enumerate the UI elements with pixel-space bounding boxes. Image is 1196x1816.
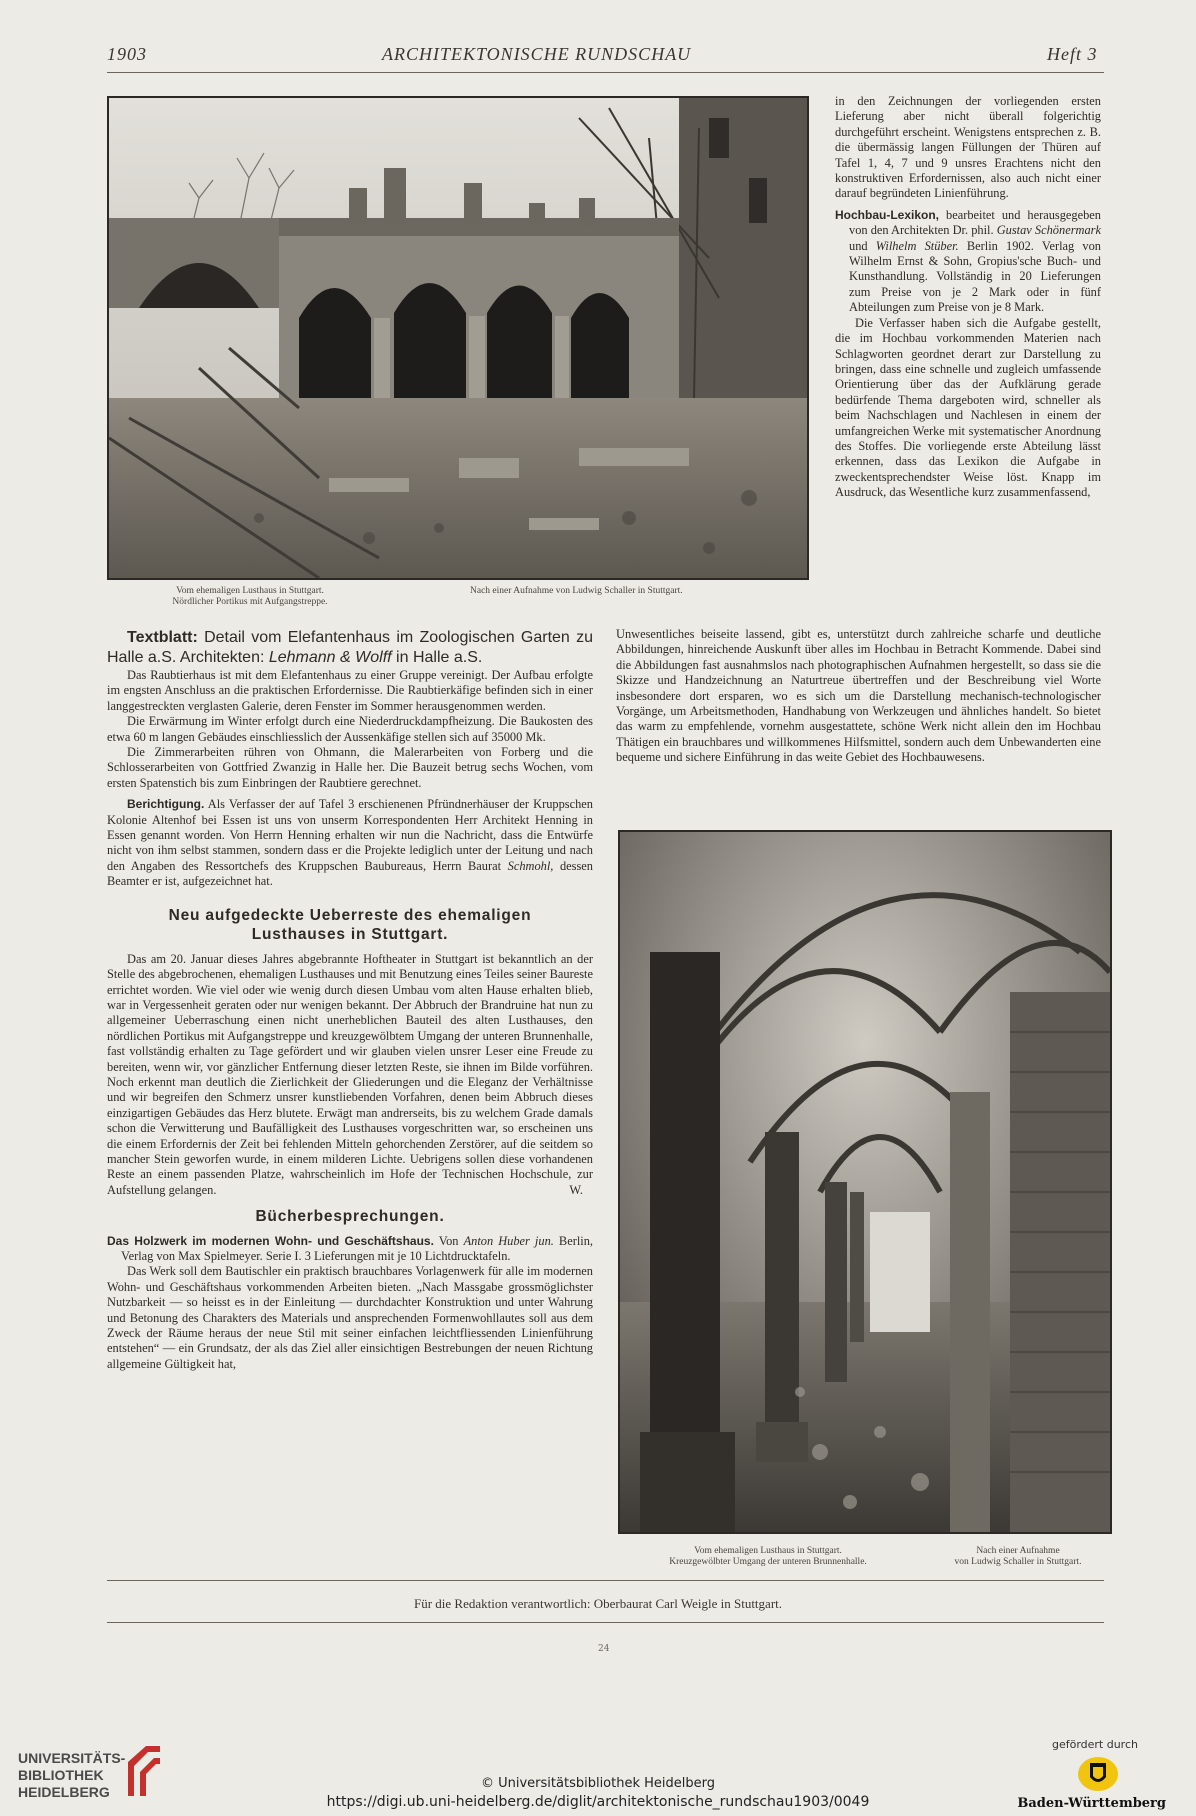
photo2-caption-line1: Vom ehemaligen Lusthaus in Stuttgart. — [694, 1546, 842, 1556]
library-logo-icon[interactable] — [124, 1742, 164, 1800]
lexikon-text-a: bearbeitet und herausgegeben von den Architekten Dr. phil. — [849, 207, 1101, 238]
photo-portikus-image — [109, 98, 807, 578]
signature: W. — [569, 1183, 583, 1198]
heading-buecher: Bücherbesprechungen. — [255, 1207, 445, 1225]
right-wide-paragraph — [616, 627, 1101, 766]
photo-umgang-image — [620, 832, 1110, 1532]
photo1-caption-line2: Nördlicher Portikus mit Aufgangstreppe. — [172, 597, 328, 607]
right-p1: in den Zeichnungen der vorliegenden ersten Lieferung aber nicht überall folgerichtig durchgeführt erscheint. Wenigstens entsprechen z. B. die übermässig langen Füllungen der Thüren auf Tafel 1, 4, 7 und 9 unsres Erachtens nicht den konstruktiven Erfordernissen, also auch nicht einer darauf begründeten Linienführung. — [835, 94, 1101, 201]
right-top-column — [835, 94, 1101, 501]
textblatt-text-a: Detail vom Elefantenhaus im Zoologischen Garten zu Halle a.S. Architekten: — [107, 629, 593, 666]
lexikon-und: und — [849, 238, 876, 253]
photo-umgang — [618, 830, 1112, 1534]
holzwerk-author: Anton Huber jun. — [463, 1233, 554, 1248]
left-p2: Die Erwärmung im Winter erfolgt durch eine Niederdruckdampfheizung. Die Baukosten des etwa 60 m langen Gebäudes einschliesslich der Aussenkäfige stellen sich auf 35000 Mk. — [107, 714, 593, 744]
photo2-caption-right-line2: von Ludwig Schaller in Stuttgart. — [954, 1557, 1082, 1567]
photo1-caption-line1: Vom ehemaligen Lusthaus in Stuttgart. — [176, 586, 324, 596]
textblatt-label: Textblatt: — [127, 629, 198, 646]
photo1-caption-left — [115, 586, 385, 608]
permalink-url[interactable]: https://digi.ub.uni-heidelberg.de/diglit/architektonische_rundschau1903/0049 — [326, 1794, 870, 1810]
holzwerk-entry — [107, 1234, 593, 1265]
heading-lusthaus: Neu aufgedeckte Ueberreste des ehemaligen Lusthauses in Stuttgart. — [168, 906, 532, 943]
lexikon-text-b: Berlin 1902. Verlag von Wilhelm Ernst & Sohn, Gropius'sche Buch- und Kunsthandlung. Vollständig in 20 Lieferungen zum Preise von je 2 Mark oder in fünf Abteilungen zum Preise von je 8 Mark. — [849, 238, 1101, 315]
berichtigung — [107, 797, 593, 889]
left-p5: Das Werk soll dem Bautischler ein praktisch brauchbares Vorlagenwerk für alle im modernen Wohn- und Geschäftshaus vorkommenden Arbeiten bieten. „Nach Massgabe grossmöglichster Nutzbarkeit — so heisst es in der Einleitung — durchdachter Konstruktion und unter Wahrung und Betonung des Charakters des Materials und ansprechenden Formenwohllautes soll aus dem Zweck der Räume heraus der neue Stil mit seiner einfachen leichtfliessenden Linienführung entstehen“ — ein Grundsatz, der als das Ziel aller einsichtigen Bestrebungen der neuen Richtung allgemeine Gültigkeit hat, — [107, 1264, 593, 1371]
library-name-line3: HEIDELBERG — [18, 1784, 110, 1800]
funded-by-label: gefördert durch — [1051, 1738, 1138, 1751]
lexikon-title: Hochbau-Lexikon, — [835, 207, 940, 222]
footer-rule-bottom — [107, 1622, 1104, 1623]
photo2-caption-right — [928, 1546, 1108, 1568]
library-name-line1: UNIVERSITÄTS- — [18, 1750, 126, 1766]
state-name[interactable]: Baden-Württemberg — [1017, 1796, 1166, 1811]
right-p2: Die Verfasser haben sich die Aufgabe gestellt, die im Hochbau vorkommenden Materien nach Schlagworten geordnet derart zur Darstellung zu bringen, dass eine schnelle und zugleich umfassende Orientierung über das der Aufklärung gerade bedürfende Thema dargeboten wird, schneller als beim Nachschlagen und Nachlesen in einem der umfangreichen Werke mit systematischer Anordnung des Stoffes. Die vorliegende erste Abteilung lässt erkennen, dass das Lexikon die Aufgabe in zweckentsprechendster Weise löst. Knapp im Ausdruck, das Wesentliche kurz zusammenfassend, — [835, 315, 1101, 500]
left-p3: Die Zimmerarbeiten rühren von Ohmann, die Malerarbeiten von Forberg und die Schlosserarbeiten von Gottfried Zwanzig in Halle her. Die Bauzeit betrug sechs Wochen, vom ersten Spatenstich bis zum Einbringen der Raubtiere gerechnet. — [107, 745, 593, 790]
holzwerk-title: Das Holzwerk im modernen Wohn- und Geschäftshaus. — [107, 1233, 434, 1248]
header-year: 1903 — [107, 44, 147, 64]
lexikon-author1: Gustav Schönermark — [996, 223, 1101, 238]
footer-rule-top — [107, 1580, 1104, 1581]
library-name-line2: BIBLIOTHEK — [18, 1767, 104, 1783]
photo-portikus — [107, 96, 809, 580]
lexikon-author2: Wilhelm Stüber. — [875, 238, 959, 253]
textblatt-text-b: in Halle a.S. — [391, 649, 483, 666]
berichtigung-text-a: Als Verfasser der auf Tafel 3 erschienenen Pfründnerhäuser der Kruppschen Kolonie Altenhof bei Essen ist uns von unserm Korrespondenten Herr Architekt Henning in Essen genannt worden. Von Herrn Henning erhalten wir nun die Nachricht, dass die Entwürfe nicht von ihm selbst stammen, sondern dass er die Projekte lediglich unter der Leitung und nach den Angaben des Ressortchefs des Kruppschen Baubureaus, Herrn Baurat — [107, 797, 593, 873]
holzwerk-text: Berlin, Verlag von Max Spielmeyer. Serie I. 3 Lieferungen mit je 10 Lichtdrucktafeln. — [121, 1233, 593, 1263]
left-p4: Das am 20. Januar dieses Jahres abgebrannte Hoftheater in Stuttgart ist bekanntlich an der Stelle des abgebrochenen, ehemaligen Lusthauses und mit Benutzung eines Teiles seiner Baureste errichtet worden. Wie viel oder wie wenig durch diesen Umbau vom alten Hause erhalten blieb, war in Vergessenheit geraten oder nur wenigen bekannt. Der Abbruch der Brandruine hat nun zu allgemeiner Ueberraschung einen nicht unerheblichen Bauteil des alten Lusthauses, den nördlichen Portikus mit Aufgangstreppe und kreuzgewölbtem Umgang der unteren Brunnenhalle, fast vollständig erhalten zu Tage gefördert und wir glauben vielen unsrer Leser eine Freude zu bereiten, wenn wir, vor gänzlicher Entfernung dieser letzten Reste, sie ihnen im Bilde vorführen. Noch erkennt man deutlich die Zierlichkeit der Gliederungen und die Eleganz der Verhältnisse und wir begreifen den Schmerz unsrer kunstliebenden Vorfahren, denen beim Abbruch dieses einzigartigen Gebäudes das Herz blutete. Erwägt man andrerseits, bis zu welchem Grade damals schon die Verwitterung und Baufälligkeit des Lusthauses vorgeschritten war, so erscheinen uns die einem Erfordernis der Zeit bei fehlenden Mitteln gehorchenden Zerstörer, auf die seitdem so mancher Stein geworfen wurde, in einem milderen Lichte. Uebrigens sollen diese vorhandenen Reste an einem passenden Platze, wahrscheinlich im Hofe der Technischen Hochschule, zur Aufstellung gelangen. — [107, 951, 593, 1197]
left-column — [107, 628, 593, 1372]
textblatt-architects: Lehmann & Wolff — [268, 649, 392, 666]
left-p1: Das Raubtierhaus ist mit dem Elefantenhaus zu einer Gruppe vereinigt. Der Aufbau erfolgte im engsten Anschluss an die praktischen Erfordernisse. Die Raubtierkäfige befinden sich in einer langgestreckten verglasten Galerie, deren Fenster im Sommer herausgenommen werden. — [107, 668, 593, 713]
berichtigung-text-b: dessen Beamter er ist, aufgezeichnet hat. — [107, 858, 593, 889]
header-issue: Heft 3 — [1047, 44, 1098, 64]
berichtigung-label: Berichtigung. — [127, 797, 205, 812]
right-wide-text: Unwesentliches beiseite lassend, gibt es, unterstützt durch zahlreiche scharfe und deutliche Abbildungen, hinreichende Auskunft über alles im Hochbau in Betracht Kommende. Dabei sind die Abbildungen fast ausnahmslos nach photographischen Aufnahmen hergestellt, so dass sie die Skizze und Handzeichnung an Naturtreue übertreffen und der Beschreibung viel Worte insbesondere dort ersparen, wo es sich um die Darstellung mechanisch-technologischer Vorgänge, um Arbeitsmethoden, Handhabung von Werkzeugen und ähnliches handelt. So bietet das warm zu empfehlende, vornehm ausgestattete, schöne Werk nicht allein den im Hochbau Thätigen ein brauchbares und willkommenes Hilfsmittel, sondern auch dem Unbewanderten eine bequeme und sichere Einführung in das weite Gebiet des Hochbauwesens. — [616, 627, 1101, 765]
photo2-caption-left — [628, 1546, 908, 1568]
copyright-text: © Universitätsbibliothek Heidelberg — [480, 1776, 715, 1791]
lexikon-entry — [835, 208, 1101, 316]
editor-note: Für die Redaktion verantwortlich: Oberbaurat Carl Weigle in Stuttgart. — [413, 1596, 783, 1611]
photo2-caption-right-line1: Nach einer Aufnahme — [976, 1546, 1060, 1556]
header-rule — [107, 72, 1104, 73]
header-title: ARCHITEKTONISCHE RUNDSCHAU — [382, 44, 692, 64]
textblatt — [107, 628, 593, 668]
photo1-caption-right: Nach einer Aufnahme von Ludwig Schaller in Stuttgart. — [470, 586, 683, 596]
page-number: 24 — [598, 1644, 610, 1654]
photo2-caption-line2: Kreuzgewölbter Umgang der unteren Brunnenhalle. — [669, 1557, 867, 1567]
holzwerk-von: Von — [433, 1233, 464, 1248]
berichtigung-name: Schmohl, — [507, 858, 554, 873]
state-crest-icon[interactable] — [1076, 1755, 1120, 1793]
